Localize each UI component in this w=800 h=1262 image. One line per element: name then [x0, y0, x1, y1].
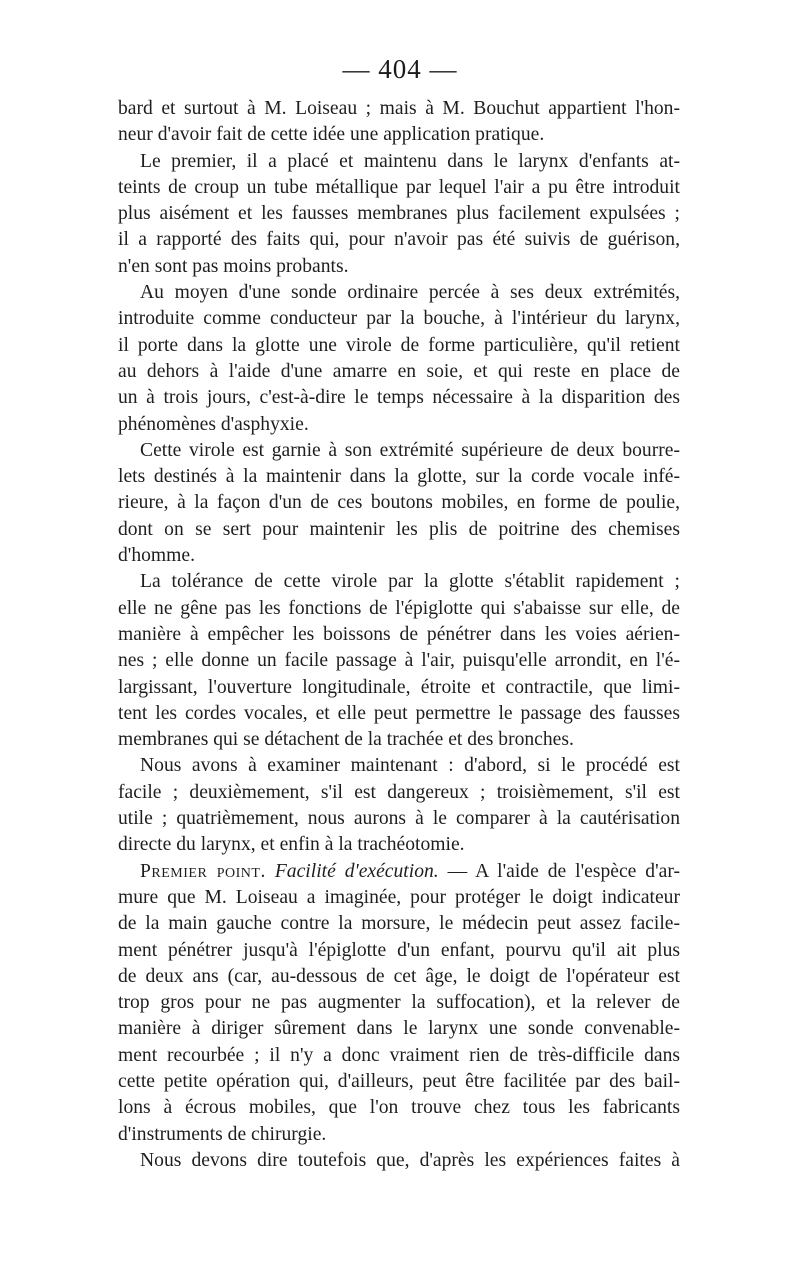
section-label: Premier point.: [140, 860, 266, 882]
text-line: lons à écrous mobiles, que l'on trouve chez tous les fabricants: [118, 1097, 680, 1119]
text-line: au dehors à l'aide d'une amarre en soie, et qui reste en place de: [118, 360, 680, 382]
text-line: lets destinés à la maintenir dans la glotte, sur la corde vocale infé-: [118, 466, 680, 488]
text-line: trop gros pour ne pas augmenter la suffocation), et la relever de: [118, 992, 680, 1014]
text-line: introduite comme conducteur par la bouche, à l'intérieur du larynx,: [118, 308, 680, 330]
text-line: cette petite opération qui, d'ailleurs, peut être facilitée par des bail-: [118, 1070, 680, 1092]
text-line: Cette virole est garnie à son extrémité supérieure de deux bourre-: [140, 439, 680, 461]
text-line: ment recourbée ; il n'y a donc vraiment rien de très-difficile dans: [118, 1044, 680, 1066]
text-line: il porte dans la glotte une virole de forme particulière, qu'il retient: [118, 334, 680, 356]
page-number: — 404 —: [342, 54, 458, 84]
text-line: n'en sont pas moins probants.: [118, 255, 349, 277]
text-line: de deux ans (car, au-dessous de cet âge, le doigt de l'opérateur est: [118, 965, 680, 987]
text-line: ment pénétrer jusqu'à l'épiglotte d'un enfant, pourvu qu'il ait plus: [118, 939, 680, 961]
text-line: de la main gauche contre la morsure, le médecin peut assez facile-: [118, 913, 680, 935]
text-line: phénomènes d'asphyxie.: [118, 413, 309, 435]
text-line: Nous avons à examiner maintenant : d'abord, si le procédé est: [140, 755, 680, 777]
text-line: tent les cordes vocales, et elle peut permettre le passage des fausses: [118, 702, 680, 724]
text-line: membranes qui se détachent de la trachée et des bronches.: [118, 729, 574, 751]
text-line: rieure, à la façon d'un de ces boutons mobiles, en forme de poulie,: [118, 492, 680, 514]
text-line: largissant, l'ouverture longitudinale, étroite et contractile, que limi-: [118, 676, 680, 698]
section-heading-line: [118, 859, 680, 885]
text-line: elle ne gêne pas les fonctions de l'épiglotte qui s'abaisse sur elle, de: [118, 597, 680, 619]
text-line: La tolérance de cette virole par la glotte s'établit rapidement ;: [140, 571, 680, 593]
text-line: Nous devons dire toutefois que, d'après les expériences faites à: [140, 1149, 680, 1171]
text-line: nes ; elle donne un facile passage à l'air, puisqu'elle arrondit, en l'é-: [118, 650, 680, 672]
text-line: Au moyen d'une sonde ordinaire percée à ses deux extrémités,: [140, 282, 680, 304]
text-line: facile ; deuxièmement, s'il est dangereux ; troisièmement, s'il est: [118, 781, 680, 803]
text-line: dont on se sert pour maintenir les plis de poitrine des chemises: [118, 518, 680, 540]
text-line: neur d'avoir fait de cette idée une application pratique.: [118, 124, 545, 146]
body-text: [118, 96, 680, 1174]
text-line: d'homme.: [118, 545, 195, 567]
text-line: directe du larynx, et enfin à la trachéotomie.: [118, 834, 465, 856]
text-line: d'instruments de chirurgie.: [118, 1123, 327, 1145]
paragraphs-after-heading: [118, 885, 680, 1174]
section-title: Facilité d'exécution.: [274, 860, 439, 882]
text-line: manière à empêcher les boissons de pénétrer dans les voies aérien-: [118, 623, 680, 645]
text-line: bard et surtout à M. Loiseau ; mais à M. Bouchut appartient l'hon-: [118, 98, 680, 119]
text-line: il a rapporté des faits qui, pour n'avoir pas été suivis de guérison,: [118, 229, 680, 251]
text-line: Le premier, il a placé et maintenu dans le larynx d'enfants at-: [140, 150, 680, 172]
paragraphs-before-heading: [118, 96, 680, 859]
text-line: manière à diriger sûrement dans le larynx une sonde convenable-: [118, 1018, 680, 1040]
text-line: utile ; quatrièmement, nous aurons à le comparer à la cautérisation: [118, 808, 680, 830]
text-line: teints de croup un tube métallique par lequel l'air a pu être introduit: [118, 176, 680, 198]
text-line: un à trois jours, c'est-à-dire le temps nécessaire à la disparition des: [118, 387, 680, 409]
text-line: plus aisément et les fausses membranes plus facilement expulsées ;: [118, 203, 680, 225]
text-line: mure que M. Loiseau a imaginée, pour protéger le doigt indicateur: [118, 886, 680, 908]
section-heading-rest: — A l'aide de l'espèce d'ar-: [447, 860, 680, 882]
